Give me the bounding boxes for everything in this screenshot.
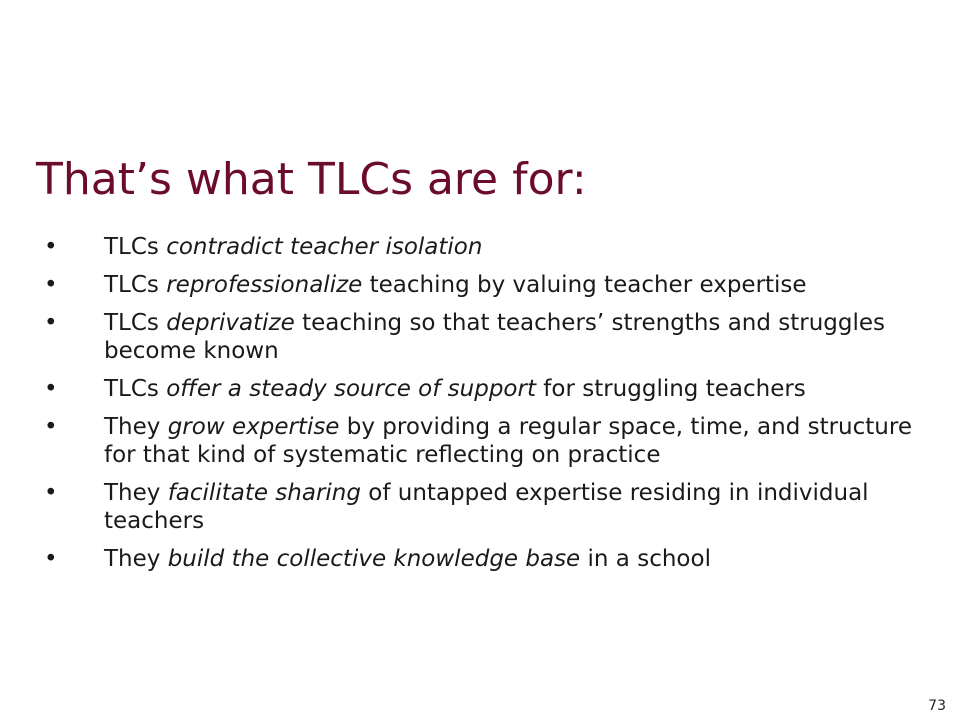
bullet-emphasis-text: offer a steady source of support [166,376,536,402]
bullet-item [40,233,920,261]
bullet-text: They [104,546,168,572]
bullet-item [40,413,920,469]
bullet-marker-icon: • [44,272,58,298]
bullet-text: for struggling teachers [535,376,806,402]
bullet-item [40,545,920,573]
bullet-list [40,233,920,583]
slide-title: That’s what TLCs are for: [36,154,587,205]
bullet-text: by providing a regular space, time, and structure for that kind of systematic reflecting on practice [104,414,912,468]
bullet-text: teaching so that teachers’ strengths and struggles become known [104,310,886,364]
bullet-item [40,375,920,403]
bullet-marker-icon: • [44,546,58,572]
bullet-emphasis-text: deprivatize [166,310,295,336]
bullet-text: of untapped expertise residing in individual teachers [104,480,869,534]
bullet-marker-icon: • [44,376,58,402]
bullet-emphasis-text: build the collective knowledge base [167,546,581,572]
bullet-item [40,479,920,535]
bullet-marker-icon: • [44,310,58,336]
bullet-emphasis-text: grow expertise [167,414,340,440]
bullet-text: They [104,480,168,506]
bullet-item [40,309,920,365]
bullet-text: TLCs [104,310,167,336]
bullet-marker-icon: • [44,480,58,506]
bullet-text: teaching by valuing teacher expertise [362,272,807,298]
bullet-marker-icon: • [44,414,58,440]
bullet-text: TLCs [104,272,167,298]
bullet-item [40,271,920,299]
bullet-emphasis-text: facilitate sharing [167,480,361,506]
bullet-text: in a school [580,546,711,572]
bullet-emphasis-text: reprofessionalize [166,272,363,298]
bullet-text: They [104,414,168,440]
bullet-marker-icon: • [44,234,58,260]
bullet-text: TLCs [104,234,167,260]
page-number: 73 [928,698,946,714]
bullet-emphasis-text: contradict teacher isolation [166,234,483,260]
bullet-text: TLCs [104,376,167,402]
